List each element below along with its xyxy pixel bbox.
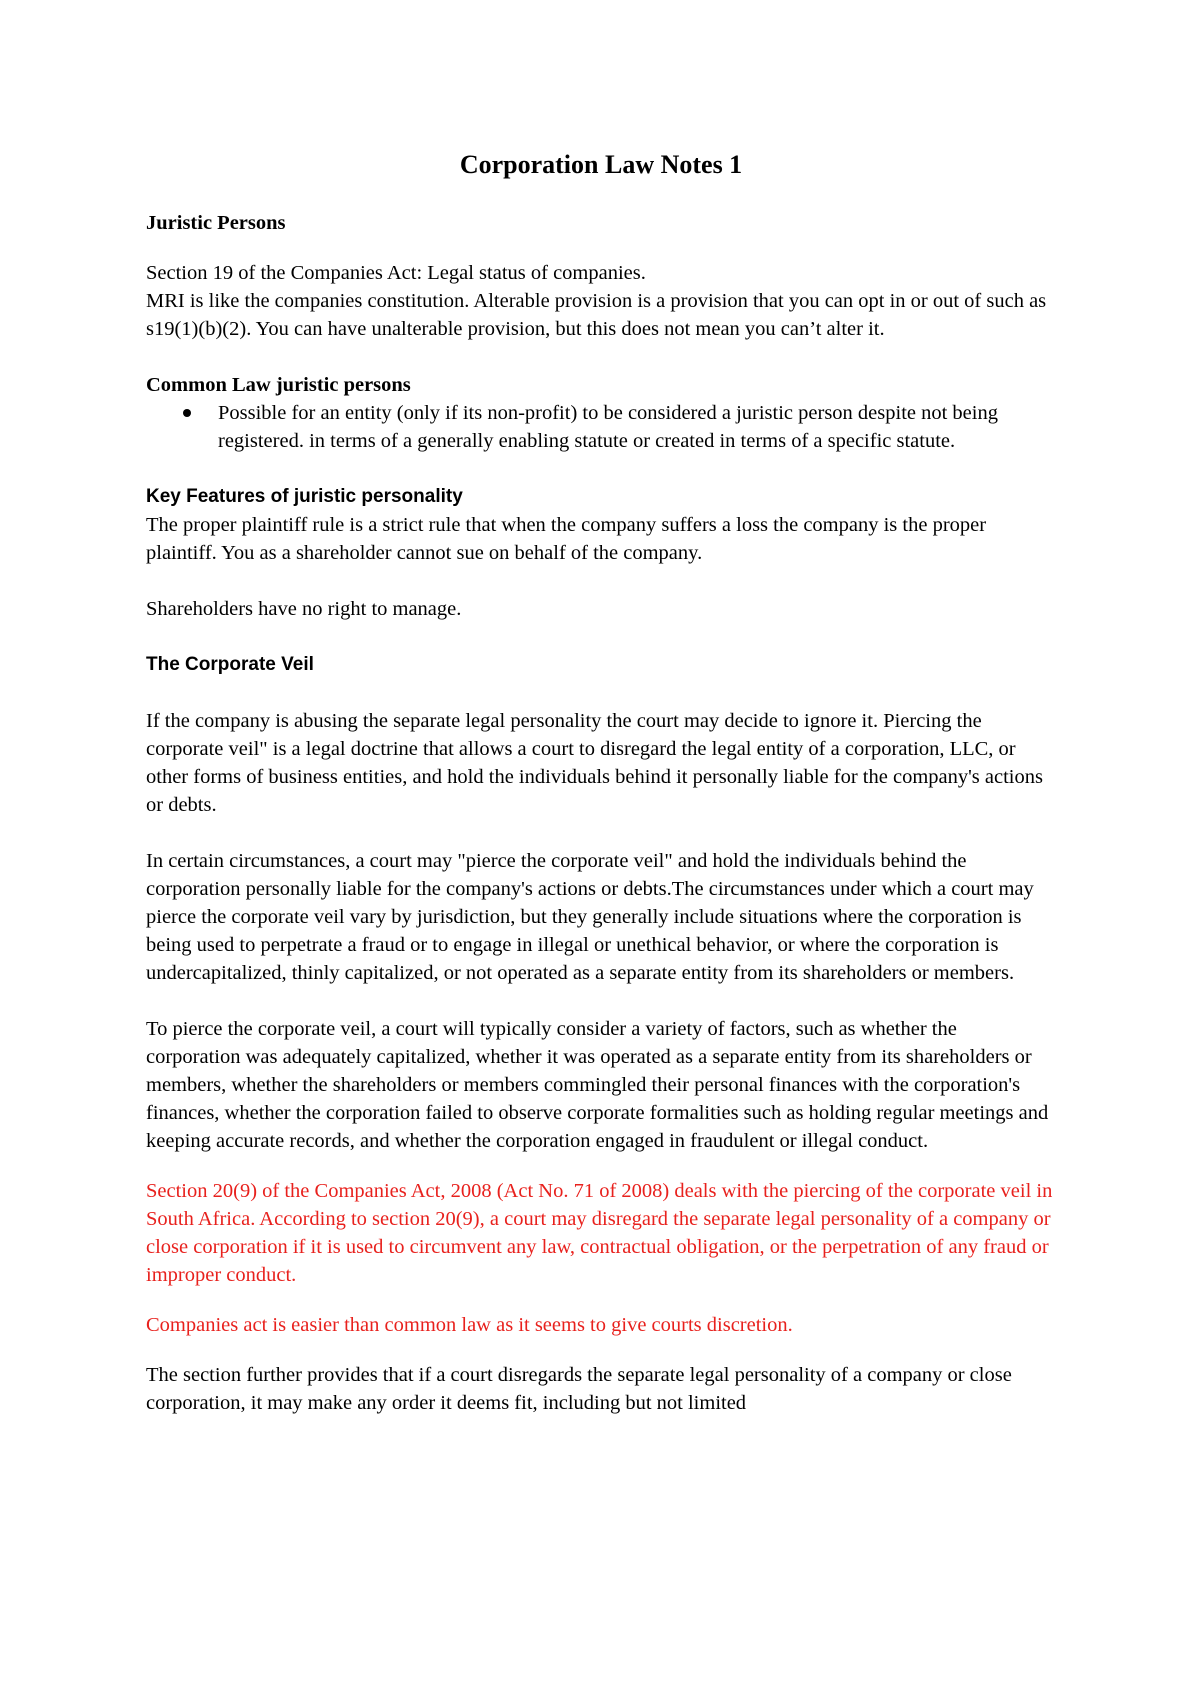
paragraph-proper-plaintiff: The proper plaintiff rule is a strict rule that when the company suffers a loss the company is the proper plaintiff. You as a shareholder cannot sue on behalf of the company. [146, 514, 987, 564]
paragraph-veil-intro: If the company is abusing the separate legal personality the court may decide to ignore it. Piercing the corporate veil" is a legal doctrine that allows a court to disregard the legal entity of a corporation, LLC, or other forms of business entities, and hold the individuals behind it personally liable for the company's actions or debts. [146, 710, 1043, 816]
heading-key-features: Key Features of juristic personality [146, 486, 463, 507]
paragraph-shareholders-manage: Shareholders have no right to manage. [146, 598, 462, 620]
paragraph-veil-circumstances: In certain circumstances, a court may "pierce the corporate veil" and hold the individuals behind the corporation personally liable for the company's actions or debts.The circumstances under which a court may pierce the corporate veil vary by jurisdiction, but they generally include situations where the corporation is being used to perpetrate a fraud or to engage in illegal or unethical behavior, or where the corporation is undercapitalized, thinly capitalized, or not operated as a separate entity from its shareholders or members. [146, 850, 1034, 984]
common-law-bullet-list [146, 399, 1056, 455]
paragraph-companies-act-easier: Companies act is easier than common law as it seems to give courts discretion. [146, 1314, 793, 1336]
heading-common-law: Common Law juristic persons [146, 374, 411, 396]
document-title: Corporation Law Notes 1 [459, 150, 743, 179]
heading-juristic-persons: Juristic Persons [146, 212, 286, 234]
paragraph-section-19: Section 19 of the Companies Act: Legal status of companies. [146, 262, 646, 284]
bullet-text: Possible for an entity (only if its non-profit) to be considered a juristic person despite not being registered. in terms of a generally enabling statute or created in terms of a specific statute. [218, 402, 998, 452]
paragraph-veil-factors: To pierce the corporate veil, a court will typically consider a variety of factors, such as whether the corporation was adequately capitalized, whether it was operated as a separate entity from its shareholders or members, whether the shareholders or members commingled their personal finances with the corporation's finances, whether the corporation failed to observe corporate formalities such as holding regular meetings and keeping accurate records, and whether the corporation engaged in fraudulent or illegal conduct. [146, 1018, 1049, 1152]
paragraph-mri: MRI is like the companies constitution. Alterable provision is a provision that you can opt in or out of such as s19(1)(b)(2). You can have unalterable provision, but this does not mean you can’t alter it. [146, 290, 1047, 340]
paragraph-section-20-9: Section 20(9) of the Companies Act, 2008 (Act No. 71 of 2008) deals with the piercing of the corporate veil in South Africa. According to section 20(9), a court may disregard the separate legal personality of a company or close corporation if it is used to circumvent any law, contractual obligation, or the perpetration of any fraud or improper conduct. [146, 1180, 1053, 1286]
list-item [218, 399, 1056, 455]
heading-corporate-veil: The Corporate Veil [146, 654, 314, 675]
bullet-icon [183, 409, 191, 417]
paragraph-section-further: The section further provides that if a court disregards the separate legal personality of a company or close corporation, it may make any order it deems fit, including but not limited [146, 1364, 1012, 1414]
